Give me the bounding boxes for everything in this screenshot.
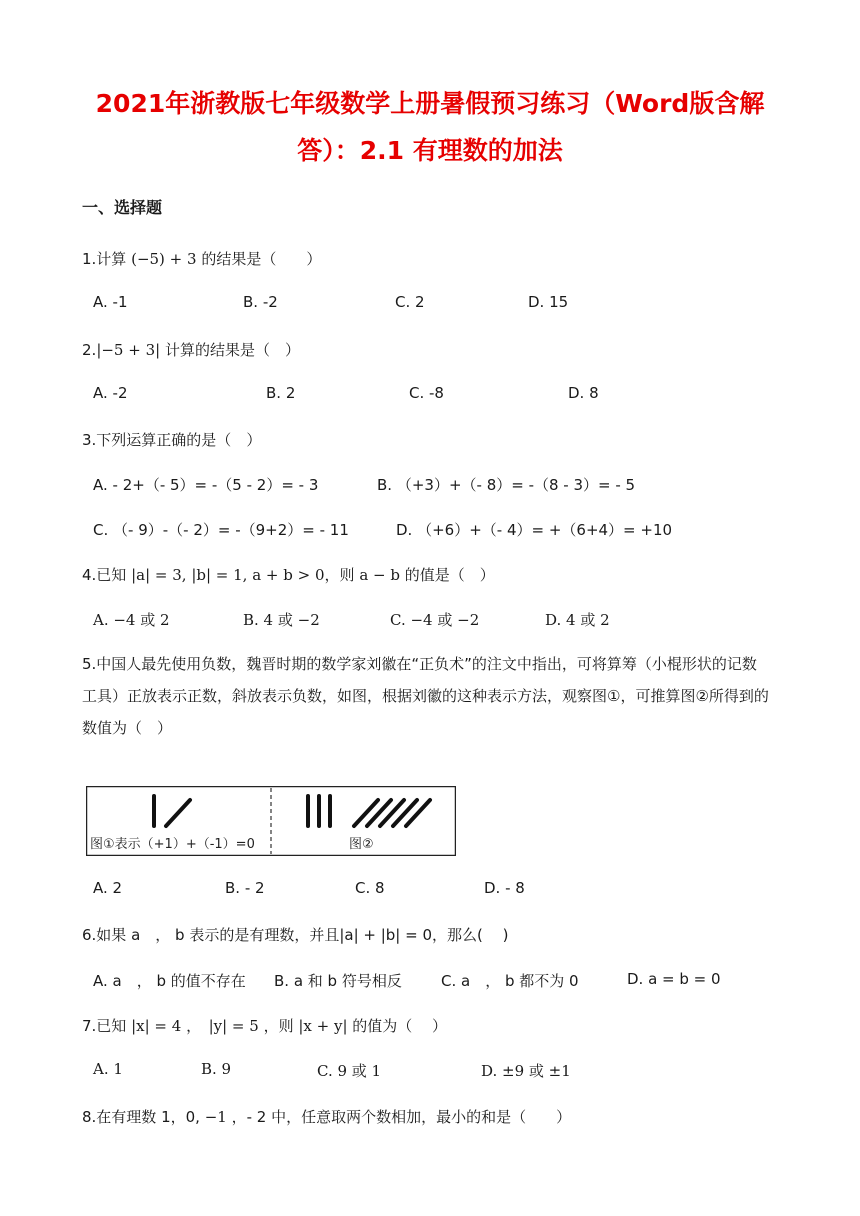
section-heading: 一、选择题 bbox=[82, 198, 163, 217]
question-3-option-b: B. （+3）+（- 8）= -（8 - 3）= - 5 bbox=[377, 476, 636, 494]
question-4-option-b: B. 4 或 −2 bbox=[243, 611, 320, 629]
question-1-math: (−5) + 3 bbox=[131, 250, 197, 268]
question-5-option-a: A. 2 bbox=[93, 879, 123, 897]
question-4-option-d: D. 4 或 2 bbox=[545, 611, 610, 629]
question-8-stem: 8.在有理数 1，0, −1 ，- 2 中，任意取两个数相加，最小的和是（ ） bbox=[82, 1108, 572, 1126]
question-5-stem-line-2: 工具）正放表示正数，斜放表示负数，如图，根据刘徽的这种表示方法，观察图①，可推算图②所得到的 bbox=[82, 687, 769, 705]
question-5-stem-line-1: 5.中国人最先使用负数，魏晋时期的数学家刘徽在“正负术”的注文中指出，可将算筹（小棍形状的记数 bbox=[82, 655, 757, 673]
question-2-option-a: A. -2 bbox=[93, 384, 128, 402]
figure-2-caption: 图② bbox=[349, 837, 374, 852]
question-5-option-d: D. - 8 bbox=[484, 879, 525, 897]
question-6-option-b: B. a 和 b 符号相反 bbox=[274, 972, 402, 990]
question-7-math-expression: |x + y| bbox=[298, 1017, 348, 1035]
question-1-option-a: A. -1 bbox=[93, 293, 128, 311]
question-3-stem: 3.下列运算正确的是（ ） bbox=[82, 431, 262, 449]
question-1-option-d: D. 15 bbox=[528, 293, 569, 311]
question-5-option-b: B. - 2 bbox=[225, 879, 265, 897]
question-6-option-d: D. a = b = 0 bbox=[627, 970, 721, 988]
question-4-option-c: C. −4 或 −2 bbox=[390, 611, 480, 629]
document-title-line-2: 答）：2.1 有理数的加法 bbox=[297, 136, 563, 165]
question-7-math-condition: |x| = 4 ， |y| = 5 bbox=[131, 1017, 259, 1035]
question-2-stem: 2.|−5 + 3| 计算的结果是（ ） bbox=[82, 341, 300, 359]
question-2-math: |−5 + 3| bbox=[96, 341, 161, 359]
question-4-option-a: A. −4 或 2 bbox=[93, 611, 170, 629]
question-3-option-d: D. （+6）+（- 4）= +（6+4）= +10 bbox=[396, 521, 673, 539]
question-2-option-c: C. -8 bbox=[409, 384, 444, 402]
question-7-stem: 7.已知 |x| = 4 ， |y| = 5 ，则 |x + y| 的值为（ ） bbox=[82, 1017, 448, 1035]
question-7-option-a: A. 1 bbox=[93, 1060, 123, 1078]
question-5-option-c: C. 8 bbox=[355, 879, 385, 897]
question-1-stem: 1.计算 (−5) + 3 的结果是（ ） bbox=[82, 250, 322, 268]
question-7-option-c: C. 9 或 1 bbox=[317, 1062, 382, 1080]
question-2-option-b: B. 2 bbox=[266, 384, 296, 402]
counting-rods-figure bbox=[86, 786, 456, 856]
question-2-option-d: D. 8 bbox=[568, 384, 599, 402]
question-4-math-condition: |a| = 3, |b| = 1, a + b > 0 bbox=[131, 566, 325, 584]
question-4-math-expression: a − b bbox=[359, 566, 400, 584]
question-1-option-b: B. -2 bbox=[243, 293, 278, 311]
counting-rods-illustration bbox=[86, 786, 456, 856]
question-7-option-d: D. ±9 或 ±1 bbox=[481, 1062, 571, 1080]
question-8-math: −1 bbox=[204, 1108, 227, 1126]
question-6-stem: 6.如果 a ， b 表示的是有理数，并且|a| + |b| = 0，那么( ) bbox=[82, 926, 509, 944]
question-3-option-c: C. （- 9）-（- 2）= -（9+2）= - 11 bbox=[93, 521, 349, 539]
document-title-line-1: 2021年浙教版七年级数学上册暑假预习练习（Word版含解 bbox=[95, 89, 765, 118]
question-4-stem: 4.已知 |a| = 3, |b| = 1, a + b > 0，则 a − b 的值是（ ） bbox=[82, 566, 495, 584]
question-5-stem bbox=[82, 648, 782, 744]
question-3-option-a: A. - 2+（- 5）= -（5 - 2）= - 3 bbox=[93, 476, 319, 494]
question-5-stem-line-3: 数值为（ ） bbox=[82, 719, 173, 737]
question-6-option-c: C. a ， b 都不为 0 bbox=[441, 972, 579, 990]
question-1-option-c: C. 2 bbox=[395, 293, 425, 311]
question-7-option-b: B. 9 bbox=[201, 1060, 232, 1078]
question-6-option-a: A. a ， b 的值不存在 bbox=[93, 972, 246, 990]
figure-1-caption: 图①表示（+1）+（-1）=0 bbox=[90, 837, 255, 852]
